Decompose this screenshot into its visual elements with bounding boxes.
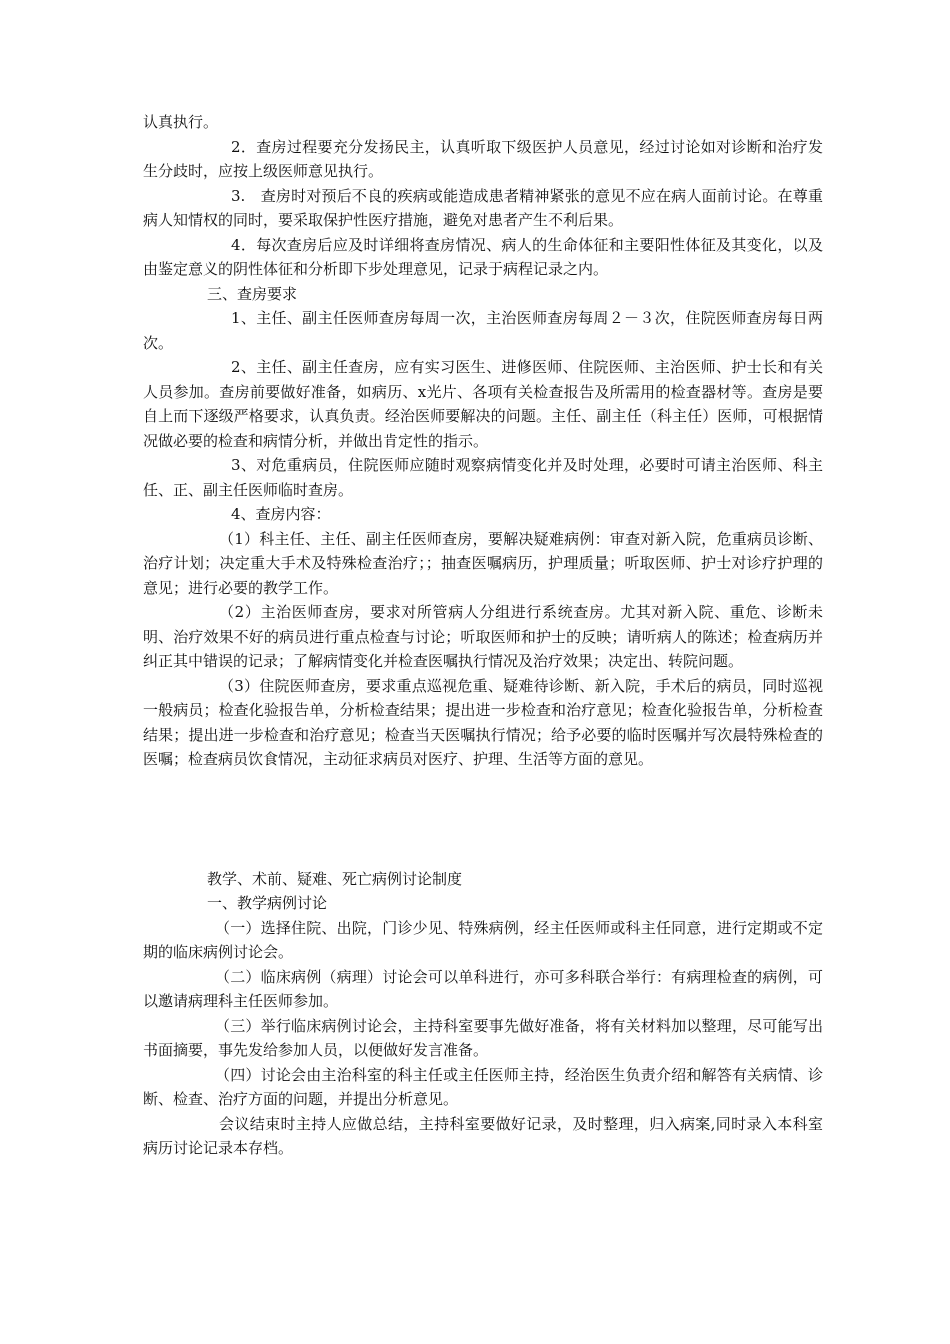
paragraph-rounds-records: 4．每次查房后应及时详细将查房情况、病人的生命体征和主要阳性体征及其变化，以及由鉴定意义的阴性体征和分析即下步处理意见，记录于病程记录之内。: [143, 235, 823, 278]
paragraph-case-selection: （一）选择住院、出院，门诊少见、特殊病例，经主任医师或科主任同意，进行定期或不定期的临床病例讨论会。: [143, 918, 823, 961]
section-heading-rounds-requirements: 三、查房要求: [207, 284, 298, 303]
paragraph-rounds-democracy: 2．查房过程要充分发扬民主，认真听取下级医护人员意见，经过讨论如对诊断和治疗发生分歧时，应按上级医师意见执行。: [143, 137, 823, 180]
paragraph-continuation: 认真执行。: [143, 113, 219, 131]
paragraph-preparation: （三）举行临床病例讨论会，主持科室要事先做好准备，将有关材料加以整理，尽可能写出书面摘要，事先发给参加人员，以便做好发言准备。: [143, 1016, 823, 1059]
document-title: 教学、术前、疑难、死亡病例讨论制度: [207, 869, 463, 888]
section-spacer: [143, 772, 823, 867]
paragraph-critical-patients: 3、对危重病员，住院医师应随时观察病情变化并及时处理，必要时可请主治医师、科主任、正、副主任医师临时查房。: [143, 456, 823, 499]
paragraph-attending-rounds: （2）主治医师查房，要求对所管病人分组进行系统查房。尤其对新入院、重危、诊断未明、治疗效果不好的病员进行重点检查与讨论；听取医师和护士的反映；请听病人的陈述；检查病历并纠正其中错误的记录；了解病情变化并检查医嘱执行情况及治疗效果；决定出、转院问题。: [143, 603, 823, 670]
paragraph-director-rounds: （1）科主任、主任、副主任医师查房，要解决疑难病例：审查对新入院，危重病员诊断、治疗计划；决定重大手术及特殊检查治疗；；抽查医嘱病历，护理质量；听取医师、护士对诊疗护理的意见；进行必要的教学工作。: [143, 529, 823, 597]
paragraph-summary-records: 会议结束时主持人应做总结，主持科室要做好记录，及时整理，归入病案,同时录入本科室病历讨论记录本存档。: [143, 1114, 823, 1157]
paragraph-resident-rounds: （3）住院医师查房，要求重点巡视危重、疑难待诊断、新入院，手术后的病员，同时巡视一般病员；检查化验报告单，分析检查结果；提出进一步检查和治疗意见；检查化验报告单，分析检查结果；提出进一步检查和治疗意见；检查当天医嘱执行情况；给予必要的临时医嘱并写次晨特殊检查的医嘱；检查病员饮食情况，主动征求病员对医疗、护理、生活等方面的意见。: [143, 676, 823, 768]
paragraph-rounds-frequency: 1、主任、副主任医师查房每周一次，主治医师查房每周２－３次，住院医师查房每日两次。: [143, 309, 823, 352]
paragraph-chairing: （四）讨论会由主治科室的科主任或主任医师主持，经治医生负责介绍和解答有关病情、诊断、检查、治疗方面的问题，并提出分析意见。: [143, 1065, 823, 1108]
paragraph-pathology-discussion: （二）临床病例（病理）讨论会可以单科进行，亦可多科联合举行：有病理检查的病例，可以邀请病理科主任医师参加。: [143, 967, 823, 1010]
paragraph-rounds-participants: 2、主任、副主任查房，应有实习医生、进修医师、住院医师、主治医师、护士长和有关人员参加。查房前要做好准备，如病历、x光片、各项有关检查报告及所需用的检查器材等。查房是要自上而下逐级严格要求，认真负责。经治医师要解决的问题。主任、副主任（科主任）医师，可根据情况做必要的检查和病情分析，并做出肯定性的指示。: [143, 358, 823, 450]
section-heading-teaching-cases: 一、教学病例讨论: [207, 894, 328, 912]
paragraph-rounds-protection: 3. 查房时对预后不良的疾病或能造成患者精神紧张的意见不应在病人面前讨论。在尊重病人知情权的同时，要采取保护性医疗措施，避免对患者产生不利后果。: [143, 186, 823, 229]
document-page: [143, 110, 823, 1161]
paragraph-rounds-content-heading: 4、查房内容：: [231, 505, 331, 523]
